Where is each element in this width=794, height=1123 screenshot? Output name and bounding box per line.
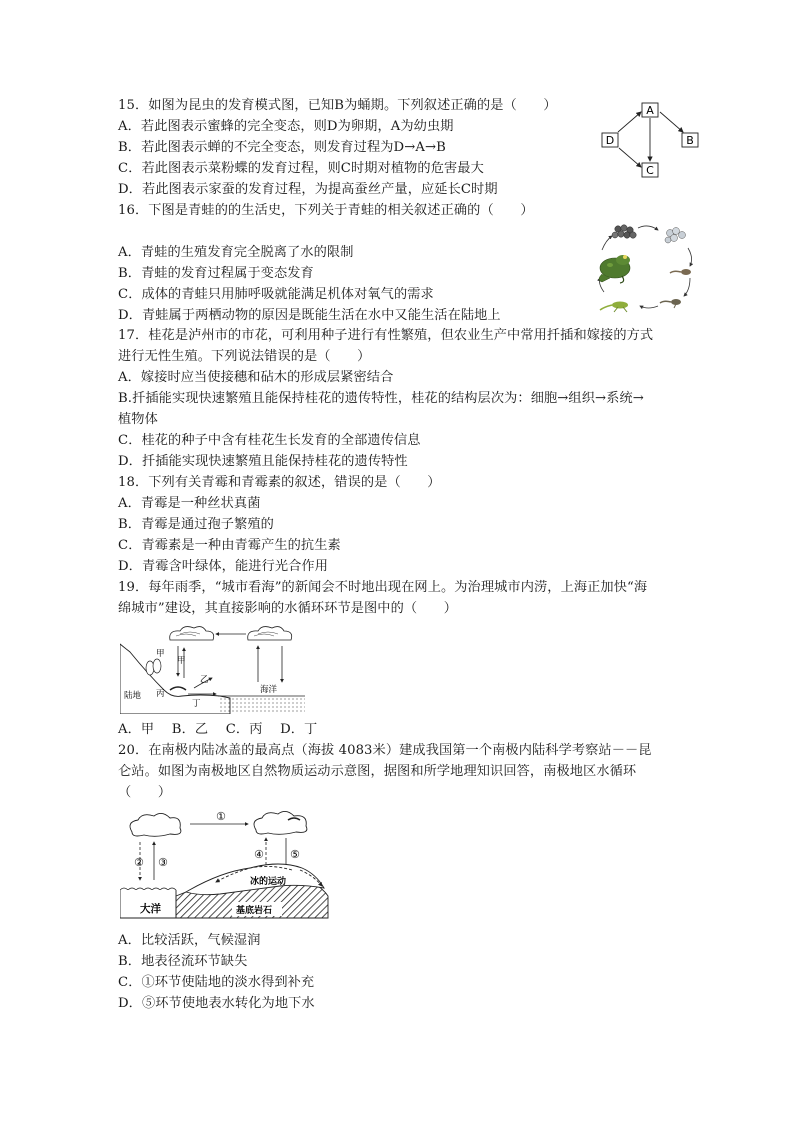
trees-icon	[146, 659, 161, 675]
label-step-2: ②	[134, 856, 144, 869]
frog-life-cycle-diagram	[590, 218, 705, 316]
label-step-5: ⑤	[290, 848, 300, 861]
q17-option-a: A．嫁接时应当使接穗和砧木的形成层紧密结合	[118, 370, 394, 385]
q17-option-b-line1: B.扦插能实现快速繁殖且能保持桂花的遗传特性，桂花的结构层次为：细胞→组织→系统→	[118, 391, 644, 406]
frog-eggs-icon	[612, 225, 636, 238]
q19-options: A．甲 B．乙 C．丙 D．丁	[118, 722, 318, 737]
q20-option-d: D．⑤环节使地表水转化为地下水	[118, 996, 315, 1011]
q17-option-d: D．扦插能实现快速繁殖且能保持桂花的遗传特性	[118, 454, 408, 469]
q20-option-a: A．比较活跃，气候湿润	[118, 933, 261, 948]
label-jia-right: 甲	[177, 656, 186, 666]
water-cycle-diagram	[120, 622, 305, 714]
cloud-left-icon	[130, 813, 181, 836]
q20-stem-line2: 仑站。如图为南极地区自然物质运动示意图，据图和所学地理知识回答，南极地区水循环	[118, 764, 637, 779]
q16-option-a: A．青蛙的生殖发育完全脱离了水的限制	[118, 245, 354, 260]
label-step-1: ①	[216, 810, 226, 823]
q15-stem: 15．如图为昆虫的发育模式图，已知B为蛹期。下列叙述正确的是（ ）	[118, 98, 557, 113]
q18-option-c: C．青霉素是一种由青霉产生的抗生素	[118, 538, 341, 553]
q20-option-c: C．①环节使陆地的淡水得到补充	[118, 975, 315, 990]
q20-option-b: B．地表径流环节缺失	[118, 954, 248, 969]
node-a-label: A	[646, 104, 654, 117]
adult-frog-icon	[599, 255, 630, 283]
q18-option-a: A．青霉是一种丝状真菌	[118, 496, 261, 511]
q18-option-b: B．青霉是通过孢子繁殖的	[118, 517, 274, 532]
q19-stem-line2: 绵城市”建设，其直接影响的水循环环节是图中的（ ）	[118, 601, 458, 616]
q20-stem-line3: （ ）	[118, 785, 172, 800]
froglet-icon	[600, 302, 628, 313]
cloud-left-icon	[170, 627, 214, 640]
label-step-4: ④	[254, 848, 264, 861]
q16-option-d: D．青蛙属于两栖动物的原因是既能生活在水中又能生活在陆地上	[118, 308, 501, 323]
label-bedrock: 基底岩石	[236, 906, 273, 916]
label-step-3: ③	[158, 856, 168, 869]
q17-stem-line1: 17．桂花是泸州市的市花，可利用种子进行有性繁殖，但农业生产中常用扦插和嫁接的方式	[118, 328, 654, 343]
q20-stem-line1: 20．在南极内陆冰盖的最高点（海拔 4083米）建成我国第一个南极内陆科学考察站－－昆	[118, 743, 652, 758]
hatching-eggs-icon	[665, 228, 686, 244]
q17-option-c: C．桂花的种子中含有桂花生长发育的全部遗传信息	[118, 433, 421, 448]
cloud-right-icon	[248, 627, 292, 640]
q15-option-c: C．若此图表示菜粉蝶的发育过程，则C时期对植物的危害最大	[118, 161, 484, 176]
node-c-label: C	[646, 164, 654, 177]
q17-stem-line2: 进行无性生殖。下列说法错误的是（ ）	[118, 349, 371, 364]
label-jia-left: 甲	[156, 649, 165, 659]
label-ocean: 大洋	[140, 903, 161, 915]
q16-stem: 16．下图是青蛙的的生活史，下列关于青蛙的相关叙述正确的（ ）	[118, 203, 534, 218]
q15-option-a: A．若此图表示蜜蜂的完全变态，则D为卵期，A为幼虫期	[118, 119, 454, 134]
q16-option-c: C．成体的青蛙只用肺呼吸就能满足机体对氧气的需求	[118, 287, 434, 302]
label-ice-movement: 冰的运动	[250, 877, 287, 887]
tadpole-icon	[670, 269, 691, 275]
tadpole-legs-icon	[660, 299, 681, 308]
q18-option-d: D．青霉含叶绿体，能进行光合作用	[118, 559, 328, 574]
q16-option-b: B．青蛙的发育过程属于变态发育	[118, 266, 314, 281]
label-yi: 乙	[200, 675, 209, 685]
node-d-label: D	[605, 134, 615, 147]
label-land: 陆地	[124, 691, 142, 701]
antarctic-water-cycle-diagram	[120, 808, 330, 923]
q15-option-b: B．若此图表示蝉的不完全变态，则发育过程为D→A→B	[118, 140, 446, 155]
insect-development-diagram	[598, 100, 708, 182]
q19-stem-line1: 19．每年雨季，“城市看海”的新闻会不时地出现在网上。为治理城市内涝，上海正加快“海	[118, 580, 648, 595]
q17-option-b-line2: 植物体	[118, 412, 158, 427]
label-ding: 丁	[192, 699, 201, 709]
q18-stem: 18．下列有关青霉和青霉素的叙述，错误的是（ ）	[118, 475, 441, 490]
cloud-right-icon	[254, 811, 307, 834]
label-ocean: 海洋	[260, 685, 278, 695]
q15-option-d: D．若此图表示家蚕的发育过程，为提高蚕丝产量，应延长C时期	[118, 182, 498, 197]
label-bing: 丙	[156, 689, 165, 699]
node-b-label: B	[686, 134, 694, 147]
